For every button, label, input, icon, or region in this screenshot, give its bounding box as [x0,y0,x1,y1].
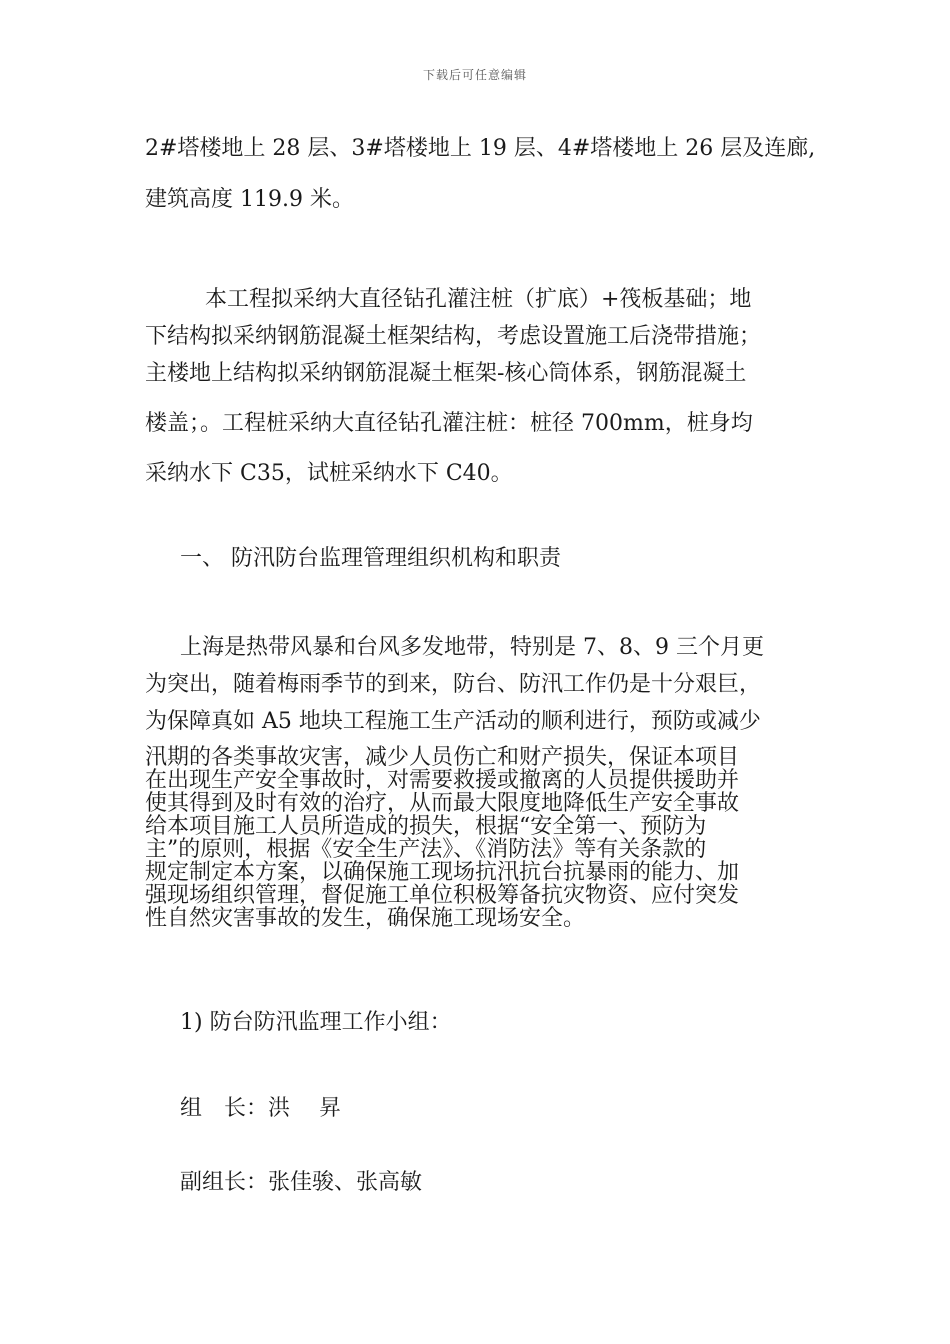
para3-line-7: 给本项目施工人员所造成的损失，根据“安全第一、预防为 [145,814,707,839]
para3-line-10: 强现场组织管理，督促施工单位积极筹备抗灾物资、应付突发 [145,883,740,908]
page-header: 下载后可任意编辑 [422,68,527,82]
para3-line-3: 为保障真如 A5 地块工程施工生产活动的顺利进行，预防或减少 [145,709,761,734]
para3-line-1: 上海是热带风暴和台风多发地带，特别是 7、8、9 三个月更 [180,635,764,660]
para3-line-5: 在出现生产安全事故时，对需要救援或撤离的人员提供援助并 [145,768,740,793]
para2-line-4: 楼盖；。工程桩采纳大直径钻孔灌注桩：桩径 700mm，桩身均 [145,411,753,436]
para2-line-2: 下结构拟采纳钢筋混凝土框架结构，考虑设置施工后浇带措施； [145,324,762,349]
para2-line-3: 主楼地上结构拟采纳钢筋混凝土框架-核心筒体系，钢筋混凝土 [145,361,747,386]
para1-line-2: 建筑高度 119.9 米。 [145,187,354,212]
para3-line-4: 汛期的各类事故灾害，减少人员伤亡和财产损失，保证本项目 [145,745,740,770]
section-heading: 一、 防汛防台监理管理组织机构和职责 [180,546,561,571]
group-leader: 组 长：洪 昇 [180,1096,341,1121]
para3-line-11: 性自然灾害事故的发生，确保施工现场安全。 [145,906,586,931]
para3-line-2: 为突出，随着梅雨季节的到来，防台、防汛工作仍是十分艰巨， [145,672,762,697]
para3-line-9: 规定制定本方案，以确保施工现场抗汛抗台抗暴雨的能力、加 [145,860,740,885]
group-title: 1) 防台防汛监理工作小组： [180,1010,452,1035]
group-deputy: 副组长：张佳骏、张高敏 [180,1170,423,1195]
para3-line-8: 主”的原则，根据《安全生产法》、《消防法》等有关条款的 [145,837,707,862]
para2-line-1: 本工程拟采纳大直径钻孔灌注桩（扩底）+筏板基础；地 [205,287,752,312]
para2-line-5: 采纳水下 C35，试桩采纳水下 C40。 [145,461,513,486]
para3-dense-block [145,746,815,930]
para3-line-6: 使其得到及时有效的治疗，从而最大限度地降低生产安全事故 [145,791,740,816]
para1-line-1: 2#塔楼地上 28 层、3#塔楼地上 19 层、4#塔楼地上 26 层及连廊, [145,136,816,161]
